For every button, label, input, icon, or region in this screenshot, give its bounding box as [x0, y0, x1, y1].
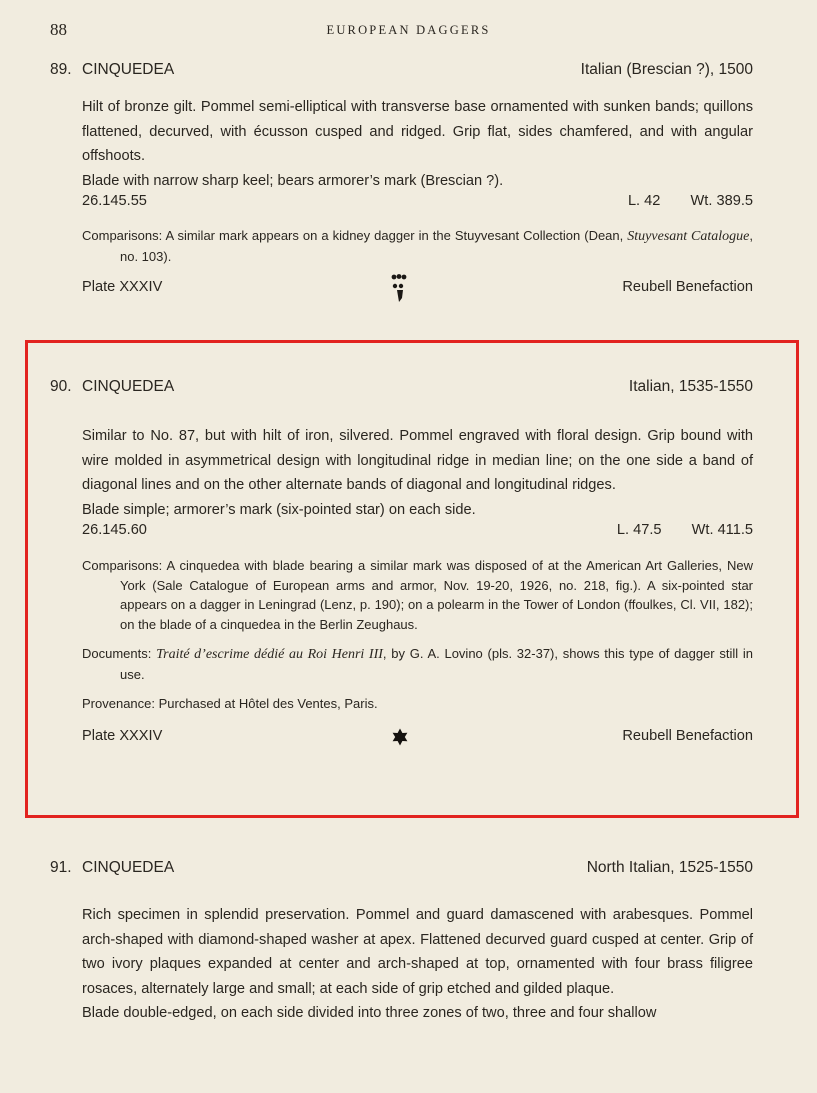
- comparisons-text-end: , no. 103).: [120, 228, 753, 264]
- accession-number: 26.145.55: [82, 193, 147, 209]
- entry-origin: North Italian, 1525-1550: [586, 859, 753, 876]
- highlight-box: [25, 340, 799, 818]
- entry-origin: Italian (Brescian ?), 1500: [580, 61, 753, 78]
- entry-title: CINQUEDEA: [82, 61, 175, 78]
- comparisons-text: A cinquedea with blade bearing a similar mark was disposed of at the American Art Galleries, New York (Sale Catalogue of European arms and armor, Nov. 19-20, 1926, no. 218, fig.). A six-pointed star appears on a dagger in Leningrad (Lenz, p. 190); on a polearm in the Tower of London (ffoulkes, Cl. VII, 182); on the blade of a cinquedea in the Berlin Zeughaus.: [120, 558, 753, 632]
- entry-title: CINQUEDEA: [82, 378, 175, 395]
- entry-number: 90.: [50, 378, 72, 395]
- entry-origin: Italian, 1535-1550: [628, 378, 753, 395]
- provenance-text: Purchased at Hôtel des Ventes, Paris.: [158, 696, 378, 711]
- benefaction: Reubell Benefaction: [622, 727, 753, 744]
- entry-title: CINQUEDEA: [82, 859, 175, 876]
- plate-row: [82, 279, 753, 305]
- accession-number: 26.145.60: [82, 522, 147, 538]
- description-paragraph: Similar to No. 87, but with hilt of iron, silvered. Pommel engraved with floral design. Grip bound with wire molded in asymmetrical design with longitudinal ridge in median line; on the one side a band of diagonal lines and on the other alternate bands of diagonal and longitudinal ridges.: [82, 428, 753, 493]
- entry-heading: [50, 61, 753, 85]
- comparisons-text: A similar mark appears on a kidney dagger in the Stuyvesant Collection (Dean,: [165, 228, 624, 243]
- comparisons-label: Comparisons:: [82, 228, 163, 243]
- description-paragraph: Rich specimen in splendid preservation. Pommel and guard damascened with arabesques. Pommel arch-shaped with diamond-shaped washer at apex. Flattened decurved guard cusped at center. Grip of two ivory plaques expanded at center and arch-shaped at top, ornamented with four brass filigree rosaces, alternately large and small; at each side of grip etched and gilded plaque.: [82, 907, 753, 997]
- comparisons-note: [82, 226, 753, 266]
- documents-text: , by G. A. Lovino (pls. 32-37), shows this type of dagger still in use.: [120, 646, 753, 682]
- plate-reference: Plate XXXIV: [82, 727, 163, 744]
- weight-value: Wt. 411.5: [691, 522, 753, 538]
- description-paragraph: Blade double-edged, on each side divided into three zones of two, three and four shallow: [82, 1005, 657, 1021]
- provenance-label: Provenance:: [82, 696, 155, 711]
- comparisons-label: Comparisons:: [82, 558, 163, 573]
- length-value: L. 47.5: [616, 522, 662, 538]
- brescian-mark-icon: [390, 273, 408, 305]
- comparisons-citation: Stuyvesant Catalogue: [627, 229, 750, 244]
- length-value: L. 42: [627, 193, 661, 209]
- catalogue-entry-89: [50, 61, 753, 305]
- description-paragraph: Blade simple; armorer’s mark (six-pointed star) on each side.: [82, 501, 476, 518]
- entry-number: 91.: [50, 859, 72, 876]
- page-heading: EUROPEAN DAGGERS: [326, 23, 491, 37]
- catalogue-entry-91: [50, 859, 753, 1026]
- documents-citation: Traité d’escrime dédié au Roi Henri III: [156, 647, 383, 662]
- running-head: [50, 20, 767, 44]
- plate-reference: Plate XXXIV: [82, 279, 163, 295]
- documents-label: Documents:: [82, 646, 152, 661]
- benefaction: Reubell Benefaction: [622, 279, 753, 295]
- description-paragraph: Hilt of bronze gilt. Pommel semi-elliptical with transverse base ornamented with sunken bands; quillons flattened, decurved, with écusson cusped and ridged. Grip flat, sides chamfered, and with angular offshoots.: [82, 99, 753, 164]
- measurements-row: [82, 193, 753, 217]
- page-number: 88: [50, 20, 67, 39]
- entry-description: [82, 95, 753, 193]
- entry-description: [82, 903, 753, 1026]
- entry-heading: [50, 859, 753, 883]
- description-paragraph: Blade with narrow sharp keel; bears armorer’s mark (Brescian ?).: [82, 172, 504, 189]
- entry-number: 89.: [50, 61, 72, 78]
- weight-value: Wt. 389.5: [690, 193, 753, 209]
- measurements: [628, 193, 753, 209]
